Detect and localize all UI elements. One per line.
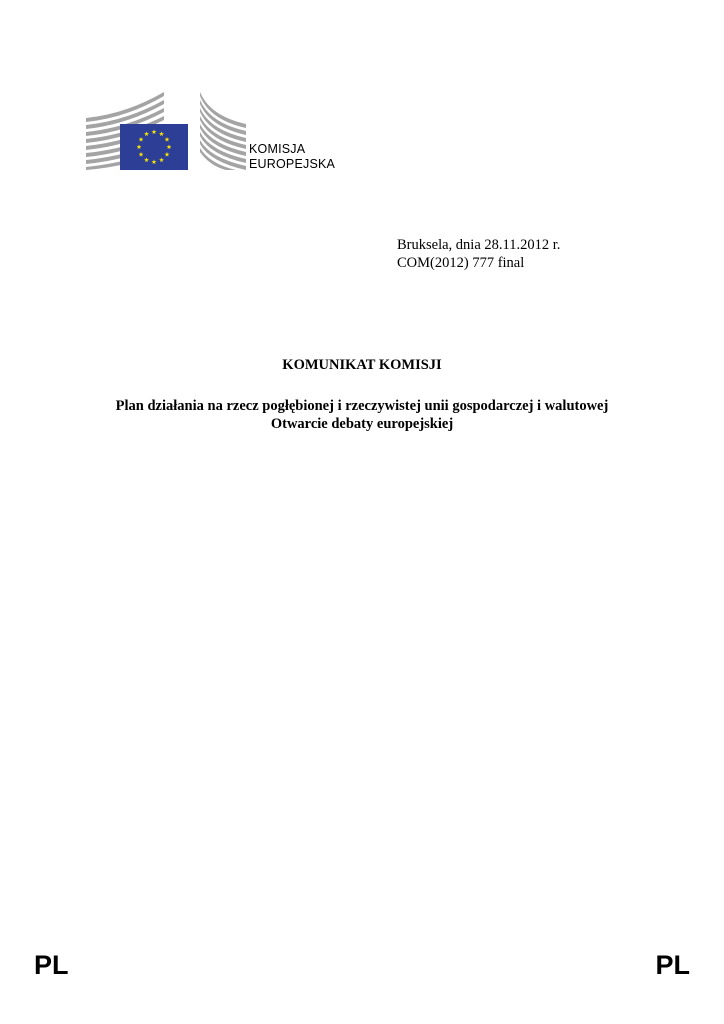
building-right-wing [200, 92, 246, 170]
document-title [0, 397, 724, 433]
language-code-right: PL [655, 950, 690, 980]
place-date: Bruksela, dnia 28.11.2012 r. [397, 237, 561, 253]
document-title-line-2: Otwarcie debaty europejskiej [270, 416, 454, 432]
language-code-left: PL [34, 950, 69, 980]
document-title-line-1: Plan działania na rzecz pogłębionej i rzeczywistej unii gospodarczej i walutowej [115, 398, 609, 414]
document-meta [397, 236, 560, 272]
institution-name [249, 142, 335, 172]
european-commission-logo-icon [86, 90, 246, 172]
institution-name-line-1: KOMISJA [249, 142, 306, 156]
institution-name-line-2: EUROPEJSKA [249, 157, 336, 171]
document-type: KOMUNIKAT KOMISJI [282, 357, 442, 373]
document-reference: COM(2012) 777 final [397, 255, 525, 271]
